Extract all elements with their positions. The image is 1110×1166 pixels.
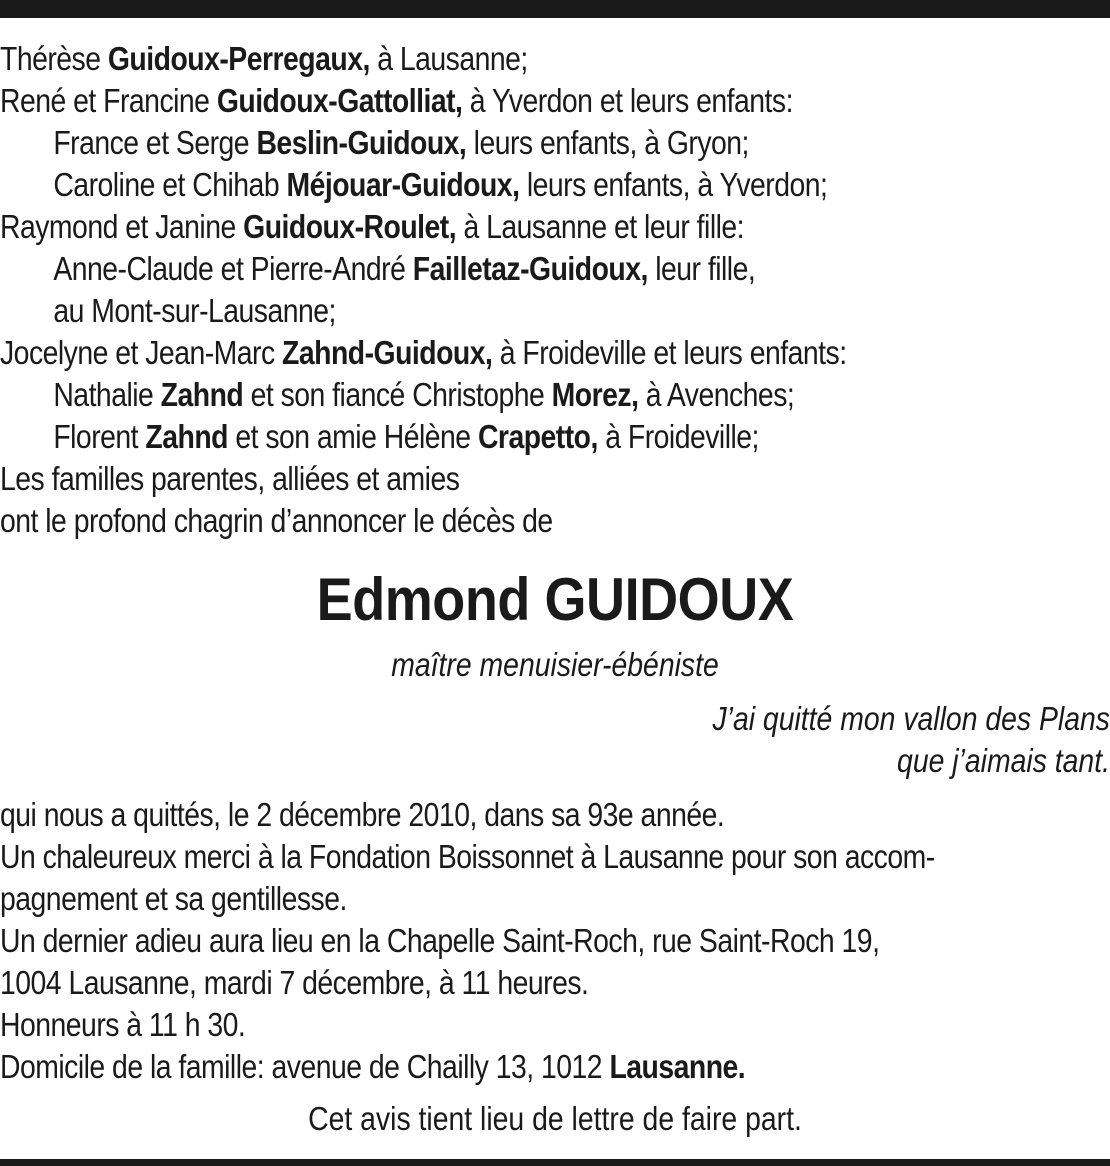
body-line: 1004 Lausanne, mardi 7 décembre, à 11 heures.	[0, 964, 589, 1001]
family-line: Les familles parentes, alliées et amies	[0, 460, 460, 497]
deceased-profession: maître menuisier-ébéniste	[391, 646, 719, 683]
body-line: Un dernier adieu aura lieu en la Chapelle Saint-Roch, rue Saint-Roch 19,	[0, 922, 880, 959]
quote-line: J’ai quitté mon vallon des Plans	[712, 700, 1110, 737]
domicile-line: Domicile de la famille: avenue de Chailly 13, 1012 Lausanne.	[0, 1048, 746, 1085]
family-line: Raymond et Janine Guidoux-Roulet, à Lausanne et leur fille:	[0, 208, 745, 245]
family-line: Florent Zahnd et son amie Hélène Crapetto, à Froideville;	[53, 418, 759, 455]
quote	[0, 698, 1110, 782]
body-line: qui nous a quittés, le 2 décembre 2010, dans sa 93e année.	[0, 796, 725, 833]
top-rule	[0, 0, 1110, 18]
family-line: France et Serge Beslin-Guidoux, leurs enfants, à Gryon;	[53, 124, 749, 161]
body-line: pagnement et sa gentillesse.	[0, 880, 347, 917]
body-line: Honneurs à 11 h 30.	[0, 1006, 246, 1043]
family-line: Nathalie Zahnd et son fiancé Christophe Morez, à Avenches;	[53, 376, 795, 413]
notice-body	[0, 794, 1110, 1088]
announcement-line: ont le profond chagrin d’annoncer le décès de	[0, 502, 553, 539]
family-line: Anne-Claude et Pierre-André Failletaz-Guidoux, leur fille,	[53, 250, 756, 287]
family-line: Jocelyne et Jean-Marc Zahnd-Guidoux, à Froideville et leurs enfants:	[0, 334, 847, 371]
family-line: au Mont-sur-Lausanne;	[53, 292, 336, 329]
obituary-notice	[0, 38, 1110, 1140]
bottom-rule	[0, 1159, 1110, 1166]
family-line: Thérèse Guidoux-Perregaux, à Lausanne;	[0, 40, 528, 77]
body-line: Un chaleureux merci à la Fondation Boissonnet à Lausanne pour son accom-	[0, 838, 935, 875]
deceased-name: Edmond GUIDOUX	[316, 566, 794, 633]
family-list	[0, 38, 1110, 542]
closing-note: Cet avis tient lieu de lettre de faire part.	[308, 1100, 802, 1137]
quote-line: que j’aimais tant.	[897, 742, 1110, 779]
family-line: René et Francine Guidoux-Gattolliat, à Yverdon et leurs enfants:	[0, 82, 793, 119]
family-line: Caroline et Chihab Méjouar-Guidoux, leurs enfants, à Yverdon;	[53, 166, 828, 203]
